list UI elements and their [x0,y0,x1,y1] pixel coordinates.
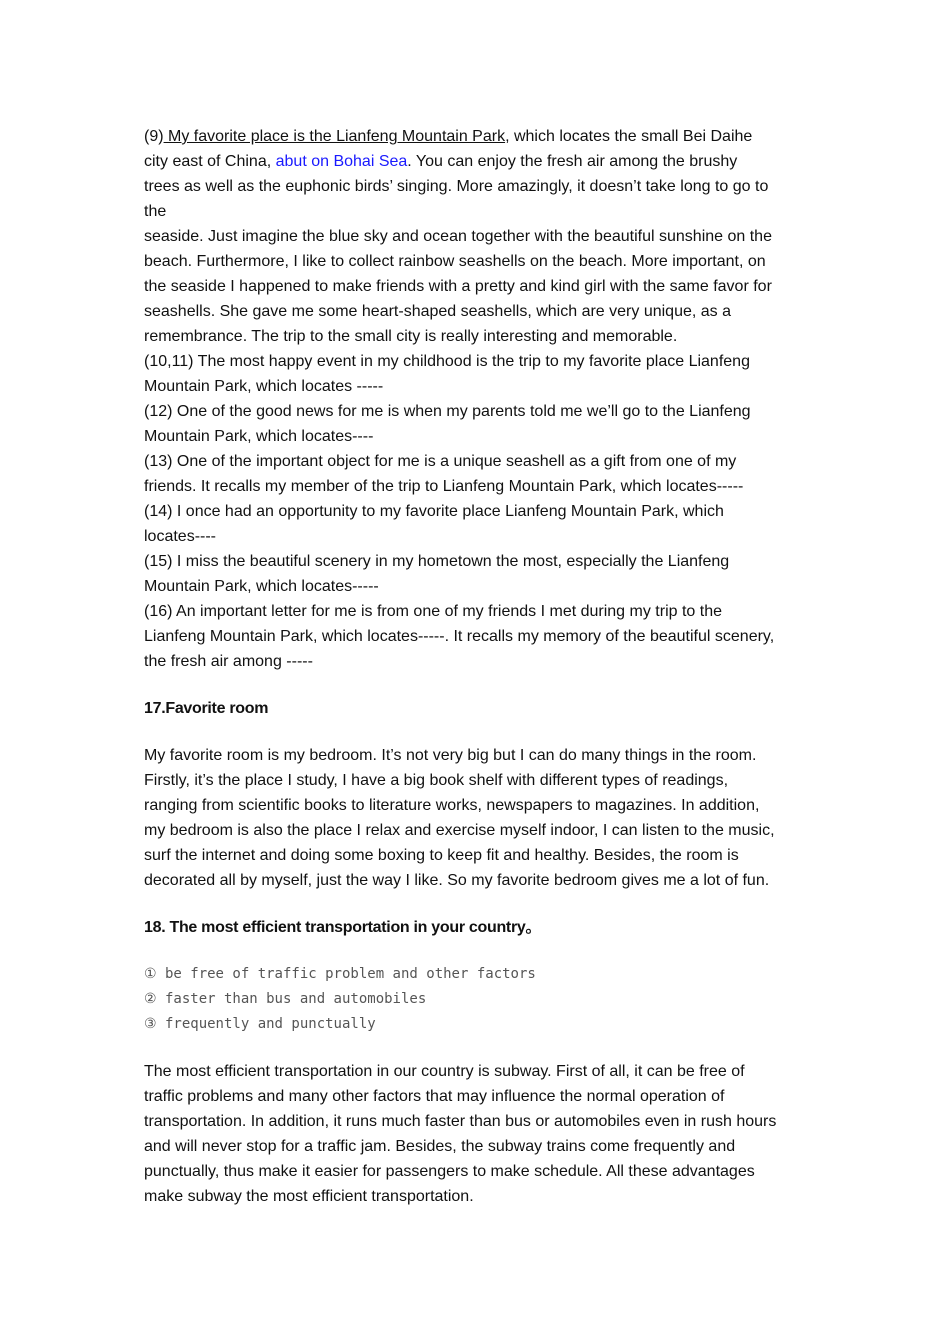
paragraph-9-text: . You can enjoy the fresh air among the brushy [407,153,738,170]
spacer [144,893,824,915]
document-content [144,124,824,1209]
text-line: (13) One of the important object for me is a unique seashell as a gift from one of my [144,453,737,470]
spacer [144,940,824,962]
paragraph-9-line [144,149,824,174]
section-18-heading: 18. The most efficient transportation in your country。 [144,919,542,936]
bohai-sea-phrase: abut on Bohai Sea [275,153,408,170]
spacer [144,674,824,696]
text-line: surf the internet and doing some boxing to keep fit and healthy. Besides, the room is [144,847,739,864]
text-line: The most efficient transportation in our country is subway. First of all, it can be free of [144,1063,745,1080]
paragraph-9-text: , which locates the small Bei Daihe [505,128,753,145]
text-line: my bedroom is also the place I relax and exercise myself indoor, I can listen to the music, [144,822,775,839]
text-line: (12) One of the good news for me is when my parents told me we’ll go to the Lianfeng [144,403,751,420]
key-point-1: ① be free of traffic problem and other factors [144,966,536,982]
spacer [144,721,824,743]
favorite-place-phrase: My favorite place is the Lianfeng Mountain Park [163,128,506,145]
text-line: (15) I miss the beautiful scenery in my hometown the most, especially the Lianfeng [144,553,730,570]
text-line: punctually, thus make it easier for passengers to make schedule. All these advantages [144,1163,755,1180]
text-line: Firstly, it’s the place I study, I have a big book shelf with different types of readings, [144,772,729,789]
paragraph-9-text: city east of China, [144,153,276,170]
text-line: Lianfeng Mountain Park, which locates-----. It recalls my memory of the beautiful scenery, [144,628,775,645]
paragraph-9-line [144,124,824,149]
text-line: seaside. Just imagine the blue sky and ocean together with the beautiful sunshine on the [144,228,772,245]
text-line: traffic problems and many other factors that may influence the normal operation of [144,1088,725,1105]
section-9-number: (9) [144,128,164,145]
text-line: and will never stop for a traffic jam. Besides, the subway trains come frequently and [144,1138,736,1155]
text-line: My favorite room is my bedroom. It’s not very big but I can do many things in the room. [144,747,757,764]
text-line: decorated all by myself, just the way I like. So my favorite bedroom gives me a lot of fun. [144,872,770,889]
text-line: Mountain Park, which locates----- [144,578,379,595]
key-point-3: ③ frequently and punctually [144,1016,376,1032]
text-line: the seaside I happened to make friends with a pretty and kind girl with the same favor for [144,278,772,295]
section-17-heading: 17.Favorite room [144,700,269,717]
text-line: friends. It recalls my member of the trip to Lianfeng Mountain Park, which locates----- [144,478,744,495]
text-line: remembrance. The trip to the small city is really interesting and memorable. [144,328,678,345]
text-line: make subway the most efficient transportation. [144,1188,474,1205]
text-line: transportation. In addition, it runs much faster than bus or automobiles even in rush hours [144,1113,777,1130]
text-line: Mountain Park, which locates---- [144,428,374,445]
text-line: locates---- [144,528,217,545]
text-line: Mountain Park, which locates ----- [144,378,384,395]
key-point-2: ② faster than bus and automobiles [144,991,427,1007]
text-line: (16) An important letter for me is from one of my friends I met during my trip to the [144,603,722,620]
text-line: (10,11) The most happy event in my childhood is the trip to my favorite place Lianfeng [144,353,750,370]
text-line: trees as well as the euphonic birds’ singing. More amazingly, it doesn’t take long to go to [144,178,769,195]
text-line: the [144,203,167,220]
text-line: (14) I once had an opportunity to my favorite place Lianfeng Mountain Park, which [144,503,724,520]
text-line: seashells. She gave me some heart-shaped seashells, which are very unique, as a [144,303,731,320]
text-line: the fresh air among ----- [144,653,313,670]
text-line: beach. Furthermore, I like to collect rainbow seashells on the beach. More important, on [144,253,766,270]
spacer [144,1037,824,1059]
text-line: ranging from scientific books to literature works, newspapers to magazines. In addition, [144,797,760,814]
